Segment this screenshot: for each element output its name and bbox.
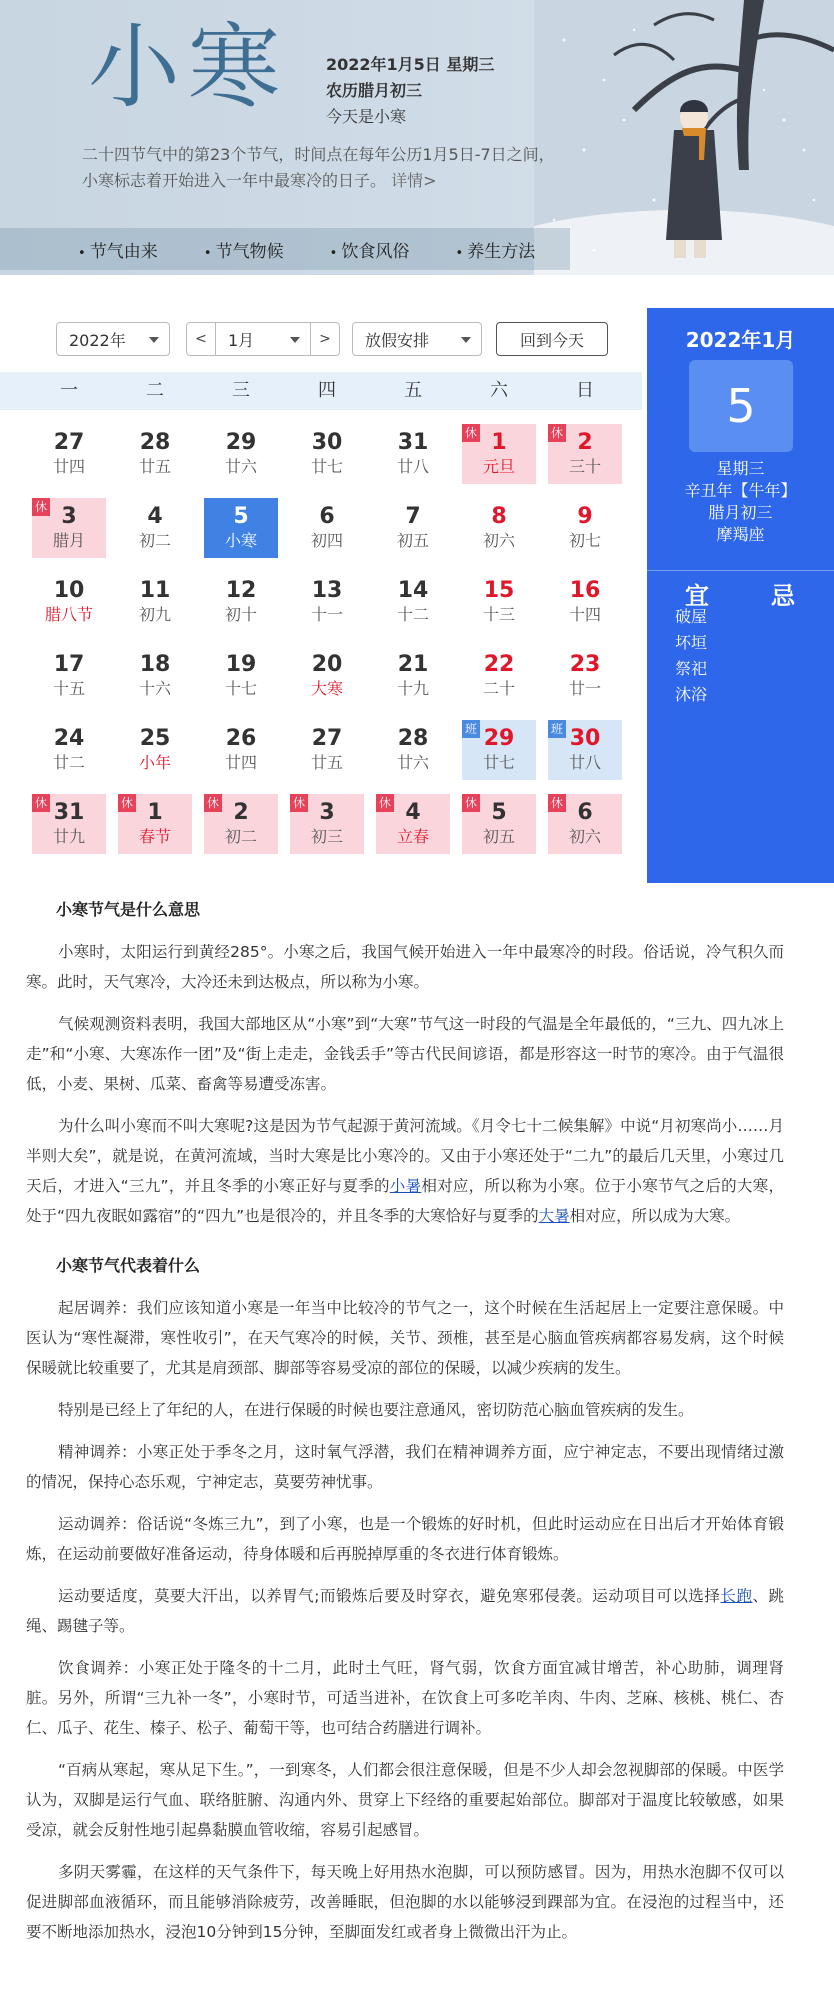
gregorian-date: 2022年1月5日 星期三 xyxy=(326,55,495,74)
selected-year-month: 2022年1月 xyxy=(685,328,796,352)
link-dashu[interactable]: 大暑 xyxy=(538,1207,570,1225)
nav-food-customs[interactable]: • 饮食风俗 xyxy=(330,237,410,262)
lunar-day: 廿五 xyxy=(310,753,343,772)
day-number: 16 xyxy=(569,578,601,603)
lunar-day: 腊月 xyxy=(52,531,85,550)
calendar-day-holiday[interactable] xyxy=(456,790,542,864)
calendar-day-holiday[interactable] xyxy=(26,494,112,568)
yi-item: 破屋 xyxy=(675,607,708,626)
lunar-day: 廿七 xyxy=(310,457,343,476)
lunar-day: 小寒 xyxy=(224,531,257,550)
calendar-day[interactable] xyxy=(112,420,198,494)
calendar-day[interactable] xyxy=(456,568,542,642)
lunar-day: 大寒 xyxy=(310,679,343,698)
calendar-day-holiday[interactable] xyxy=(370,790,456,864)
lunar-day: 廿七 xyxy=(482,753,515,772)
description-text: 二十四节气中的第23个节气，时间点在每年公历1月5日-7日之间，小寒标志着开始进入一年中最寒冷的日子。 xyxy=(82,145,555,190)
lunar-date: 农历腊月初三 xyxy=(326,81,423,100)
paragraph: 精神调养：小寒正处于季冬之月，这时氧气浮潜，我们在精神调养方面，应宁神定志，不要出现情绪过激的情况，保持心态乐观，宁神定志，莫要劳神忧事。 xyxy=(26,1443,784,1491)
solar-term-nav xyxy=(0,228,570,270)
details-link[interactable]: 详情> xyxy=(391,171,437,190)
selected-day-info xyxy=(647,458,834,546)
calendar-grid xyxy=(26,420,628,864)
calendar-day[interactable] xyxy=(542,642,628,716)
chevron-down-icon xyxy=(461,337,471,343)
day-number: 27 xyxy=(53,430,85,455)
rest-badge: 休 xyxy=(462,794,480,812)
day-number: 19 xyxy=(225,652,257,677)
calendar-day[interactable] xyxy=(26,568,112,642)
day-number: 15 xyxy=(483,578,515,603)
paragraph: 运动调养：俗话说“冬炼三九”，到了小寒，也是一个锻炼的好时机，但此时运动应在日出后才开始体育锻炼，在运动前要做好准备运动，待身体暖和后再脱掉厚重的冬衣进行体育锻炼。 xyxy=(26,1515,784,1563)
calendar-day[interactable] xyxy=(284,568,370,642)
calendar-day[interactable] xyxy=(112,568,198,642)
calendar-day[interactable] xyxy=(370,568,456,642)
day-number: 22 xyxy=(483,652,515,677)
chevron-down-icon xyxy=(290,337,300,343)
article-body xyxy=(26,895,784,1959)
lunar-day: 廿八 xyxy=(396,457,429,476)
selected-day-number: 5 xyxy=(689,360,793,452)
rest-badge: 休 xyxy=(32,498,50,516)
calendar-day[interactable] xyxy=(112,716,198,790)
lunar-day: 腊八节 xyxy=(44,605,93,624)
rest-badge: 休 xyxy=(462,424,480,442)
year-select[interactable] xyxy=(56,322,170,356)
link-xiaoshu[interactable]: 小暑 xyxy=(389,1177,422,1195)
calendar-day[interactable] xyxy=(198,642,284,716)
ganzhi-year: 辛丑年【牛年】 xyxy=(684,481,797,500)
day-number: 23 xyxy=(569,652,601,677)
calendar-controls xyxy=(56,322,608,356)
calendar-day[interactable] xyxy=(370,420,456,494)
paragraph-text: 、跳绳、踢毽子等。 xyxy=(26,1587,784,1635)
day-number: 31 xyxy=(53,800,85,825)
calendar-day-holiday[interactable] xyxy=(26,790,112,864)
lunar-day: 十二 xyxy=(396,605,429,624)
month-select[interactable] xyxy=(216,322,310,356)
lunar-day: 廿四 xyxy=(52,457,85,476)
year-select-value: 2022年 xyxy=(69,330,126,350)
chevron-down-icon xyxy=(149,337,159,343)
rest-badge: 休 xyxy=(548,794,566,812)
solar-term-description xyxy=(82,142,562,194)
calendar-row xyxy=(26,790,628,864)
lunar-day: 十三 xyxy=(482,605,515,624)
calendar-row xyxy=(26,642,628,716)
calendar-day[interactable] xyxy=(112,494,198,568)
calendar-day-holiday[interactable] xyxy=(198,790,284,864)
day-number: 21 xyxy=(397,652,429,677)
day-number: 4 xyxy=(147,504,163,529)
weekday-sun: 日 xyxy=(576,380,594,401)
calendar-day[interactable] xyxy=(542,494,628,568)
lunar-day: 廿八 xyxy=(568,753,601,772)
day-number: 9 xyxy=(577,504,593,529)
weekday-header xyxy=(0,372,642,410)
lunar-day: 十六 xyxy=(138,679,171,698)
paragraph-text: 运动要适度，莫要大汗出，以养胃气;而锻炼后要及时穿衣，避免寒邪侵袭。运动项目可以选择 xyxy=(58,1587,721,1605)
day-number: 5 xyxy=(233,504,249,529)
lunar-day: 初七 xyxy=(568,531,601,550)
lunar-day: 初九 xyxy=(138,605,171,624)
solar-term-banner xyxy=(0,0,834,275)
holiday-select-value: 放假安排 xyxy=(365,330,430,350)
day-number: 18 xyxy=(139,652,171,677)
prev-month-button[interactable]: < xyxy=(186,322,216,356)
calendar-day[interactable] xyxy=(198,716,284,790)
paragraph-text: 相对应，所以成为大寒。 xyxy=(569,1207,741,1225)
paragraph-text: 相对应，所以称为小寒。位于小寒节气之后的大寒，处于“四九夜眠如露宿”的“四九”也是很冷的，并且冬季的大寒恰好与夏季的 xyxy=(26,1177,784,1225)
nav-origin[interactable]: • 节气由来 xyxy=(78,237,158,262)
next-month-button[interactable]: > xyxy=(310,322,340,356)
day-number: 3 xyxy=(319,800,335,825)
lunar-day: 廿六 xyxy=(396,753,429,772)
calendar-row xyxy=(26,494,628,568)
paragraph: 饮食调养：小寒正处于隆冬的十二月，此时土气旺，肾气弱，饮食方面宜减甘增苦，补心助肺，调理肾脏。另外，所谓“三九补一冬”，小寒时节，可适当进补，在饮食上可多吃羊肉、牛肉、芝麻、核桃、桃仁、杏仁、瓜子、花生、榛子、松子、葡萄干等，也可结合药膳进行调补。 xyxy=(26,1659,784,1737)
day-number: 7 xyxy=(405,504,421,529)
day-number: 29 xyxy=(225,430,257,455)
weekday-wed: 三 xyxy=(232,380,250,401)
calendar-day-holiday[interactable] xyxy=(284,790,370,864)
lunar-day: 十一 xyxy=(310,605,343,624)
calendar-day-workday[interactable] xyxy=(456,716,542,790)
nav-phenology[interactable]: • 节气物候 xyxy=(204,237,284,262)
calendar-day[interactable] xyxy=(370,494,456,568)
workday-badge: 班 xyxy=(462,720,480,738)
calendar-day-holiday[interactable] xyxy=(112,790,198,864)
day-number: 14 xyxy=(397,578,429,603)
day-number: 29 xyxy=(483,726,515,751)
yi-label: 宜 xyxy=(685,582,709,610)
calendar-day[interactable] xyxy=(284,420,370,494)
day-number: 12 xyxy=(225,578,257,603)
paragraph-text: 为什么叫小寒而不叫大寒呢?这是因为节气起源于黄河流域。《月令七十二候集解》中说“月初寒尚小……月半则大矣”，就是说，在黄河流域，当时大寒是比小寒冷的。又由于小寒还处于“二九”的最后几天里，小寒过几天后，才进入“三九”，并且冬季的小寒正好与夏季的 xyxy=(26,1117,784,1195)
calendar-day[interactable] xyxy=(370,716,456,790)
lunar-day: 廿二 xyxy=(52,753,85,772)
day-number: 2 xyxy=(577,430,593,455)
lunar-day: 初六 xyxy=(568,827,601,846)
day-number: 31 xyxy=(397,430,429,455)
yi-item: 坏垣 xyxy=(675,633,708,652)
calendar-day[interactable] xyxy=(370,642,456,716)
weekday-fri: 五 xyxy=(404,380,422,401)
weekday-mon: 一 xyxy=(60,380,78,401)
calendar-day[interactable] xyxy=(284,716,370,790)
rest-badge: 休 xyxy=(32,794,50,812)
day-number: 8 xyxy=(491,504,507,529)
day-number: 11 xyxy=(139,578,171,603)
day-number: 28 xyxy=(139,430,171,455)
day-number: 25 xyxy=(139,726,171,751)
paragraph: “百病从寒起，寒从足下生。”，一到寒冬，人们都会很注意保暖，但是不少人却会忽视脚部的保暖。中医学认为，双脚是运行气血、联络脏腑、沟通内外、贯穿上下经络的重要起始部位。脚部对于温度比较敏感，如果受凉，就会反射性地引起鼻黏膜血管收缩，容易引起感冒。 xyxy=(26,1761,784,1839)
paragraph: 多阴天雾霾，在这样的天气条件下，每天晚上好用热水泡脚，可以预防感冒。因为，用热水泡脚不仅可以促进脚部血液循环，而且能够消除疲劳，改善睡眠，但泡脚的水以能够浸到踝部为宜。在浸泡的过程当中，还要不断地添加热水，浸泡10分钟到15分钟，至脚面发红或者身上微微出汗为止。 xyxy=(26,1863,784,1941)
month-select-value: 1月 xyxy=(228,330,255,350)
rest-badge: 休 xyxy=(118,794,136,812)
today-term: 今天是小寒 xyxy=(326,107,407,126)
paragraph xyxy=(26,1111,784,1231)
calendar-day[interactable] xyxy=(456,642,542,716)
lunar-day: 初四 xyxy=(310,531,343,550)
day-number: 1 xyxy=(147,800,163,825)
lunar-day: 十七 xyxy=(224,679,257,698)
lunar-day: 初二 xyxy=(224,827,257,846)
calendar-day[interactable] xyxy=(26,420,112,494)
holiday-select[interactable] xyxy=(352,322,482,356)
calendar-day-workday[interactable] xyxy=(542,716,628,790)
day-number: 5 xyxy=(491,800,507,825)
calendar-row xyxy=(26,716,628,790)
lunar-day: 元旦 xyxy=(482,457,515,476)
yi-item: 沐浴 xyxy=(675,685,708,704)
link-changpao[interactable]: 长跑 xyxy=(720,1587,753,1605)
lunar-day: 小年 xyxy=(138,753,171,772)
calendar-day-holiday[interactable] xyxy=(456,420,542,494)
workday-badge: 班 xyxy=(548,720,566,738)
section-heading: 小寒节气代表着什么 xyxy=(56,1256,201,1275)
selected-lunar: 腊月初三 xyxy=(708,503,773,522)
nav-health[interactable]: • 养生方法 xyxy=(455,237,535,262)
lunar-day: 初五 xyxy=(482,827,515,846)
lunar-day: 初六 xyxy=(482,531,515,550)
constellation: 摩羯座 xyxy=(716,525,765,544)
weekday-tue: 二 xyxy=(146,380,164,401)
day-number: 20 xyxy=(311,652,343,677)
lunar-day: 廿一 xyxy=(568,679,601,698)
selected-weekday: 星期三 xyxy=(716,459,765,478)
paragraph xyxy=(26,1581,784,1641)
calendar-day-today[interactable] xyxy=(198,494,284,568)
lunar-day: 廿九 xyxy=(52,827,85,846)
calendar-day[interactable] xyxy=(284,642,370,716)
day-number: 4 xyxy=(405,800,421,825)
lunar-day: 初二 xyxy=(138,531,171,550)
rest-badge: 休 xyxy=(204,794,222,812)
calendar-day-holiday[interactable] xyxy=(542,790,628,864)
day-number: 6 xyxy=(577,800,593,825)
calendar-day[interactable] xyxy=(112,642,198,716)
winter-scene-illustration xyxy=(534,0,834,275)
lunar-day: 二十 xyxy=(482,679,515,698)
day-number: 26 xyxy=(225,726,257,751)
day-number: 3 xyxy=(61,504,77,529)
day-number: 6 xyxy=(319,504,335,529)
lunar-day: 春节 xyxy=(138,827,171,846)
lunar-day: 十五 xyxy=(52,679,85,698)
calendar-day-holiday[interactable] xyxy=(542,420,628,494)
lunar-day: 初十 xyxy=(224,605,257,624)
day-number: 1 xyxy=(491,430,507,455)
rest-badge: 休 xyxy=(290,794,308,812)
lunar-day: 廿四 xyxy=(224,753,257,772)
lunar-day: 廿五 xyxy=(138,457,171,476)
rest-badge: 休 xyxy=(548,424,566,442)
weekday-thu: 四 xyxy=(318,380,336,401)
calendar-day[interactable] xyxy=(26,716,112,790)
day-number: 17 xyxy=(53,652,85,677)
day-number: 2 xyxy=(233,800,249,825)
yi-list xyxy=(675,604,707,708)
lunar-day: 三十 xyxy=(568,457,601,476)
day-number: 30 xyxy=(311,430,343,455)
calendar-row xyxy=(26,420,628,494)
day-number: 28 xyxy=(397,726,429,751)
paragraph: 特别是已经上了年纪的人，在进行保暖的时候也要注意通风，密切防范心脑血管疾病的发生。 xyxy=(58,1401,694,1419)
paragraph: 气候观测资料表明，我国大部地区从“小寒”到“大寒”节气这一时段的气温是全年最低的，“三九、四九冰上走”和“小寒、大寒冻作一团”及“街上走走，金钱丢手”等古代民间谚语，都是形容这一时节的寒冷。由于气温很低，小麦、果树、瓜菜、畜禽等易遭受冻害。 xyxy=(26,1015,784,1093)
calendar-day[interactable] xyxy=(198,568,284,642)
day-number: 10 xyxy=(53,578,85,603)
day-number: 30 xyxy=(569,726,601,751)
lunar-day: 十四 xyxy=(568,605,601,624)
lunar-day: 初五 xyxy=(396,531,429,550)
paragraph: 起居调养：我们应该知道小寒是一年当中比较冷的节气之一，这个时候在生活起居上一定要注意保暖。中医认为“寒性凝滞，寒性收引”，在天气寒冷的时候，关节、颈椎，甚至是心脑血管疾病都容易发病，这个时候保暖就比较重要了，尤其是肩颈部、脚部等容易受凉的部位的保暖，以减少疾病的发生。 xyxy=(26,1299,784,1377)
back-to-today-button[interactable]: 回到今天 xyxy=(496,322,608,356)
ji-label: 忌 xyxy=(771,582,795,610)
day-detail-panel xyxy=(647,308,834,883)
day-number: 13 xyxy=(311,578,343,603)
lunar-day: 廿六 xyxy=(224,457,257,476)
day-number: 27 xyxy=(311,726,343,751)
weekday-sat: 六 xyxy=(490,380,508,401)
solar-term-title: 小寒 xyxy=(88,14,289,121)
lunar-day: 初三 xyxy=(310,827,343,846)
day-number: 24 xyxy=(53,726,85,751)
calendar-day[interactable] xyxy=(284,494,370,568)
calendar-row xyxy=(26,568,628,642)
calendar-day[interactable] xyxy=(26,642,112,716)
lunar-day: 十九 xyxy=(396,679,429,698)
paragraph: 小寒时，太阳运行到黄经285°。小寒之后，我国气候开始进入一年中最寒冷的时段。俗话说，冷气积久而寒。此时，天气寒冷，大冷还未到达极点，所以称为小寒。 xyxy=(26,943,784,991)
date-info xyxy=(326,52,494,130)
calendar-day[interactable] xyxy=(542,568,628,642)
rest-badge: 休 xyxy=(376,794,394,812)
divider xyxy=(647,570,834,571)
calendar-day[interactable] xyxy=(456,494,542,568)
lunar-day: 立春 xyxy=(396,827,429,846)
calendar-day[interactable] xyxy=(198,420,284,494)
section-heading: 小寒节气是什么意思 xyxy=(56,900,201,919)
yi-item: 祭祀 xyxy=(675,659,708,678)
